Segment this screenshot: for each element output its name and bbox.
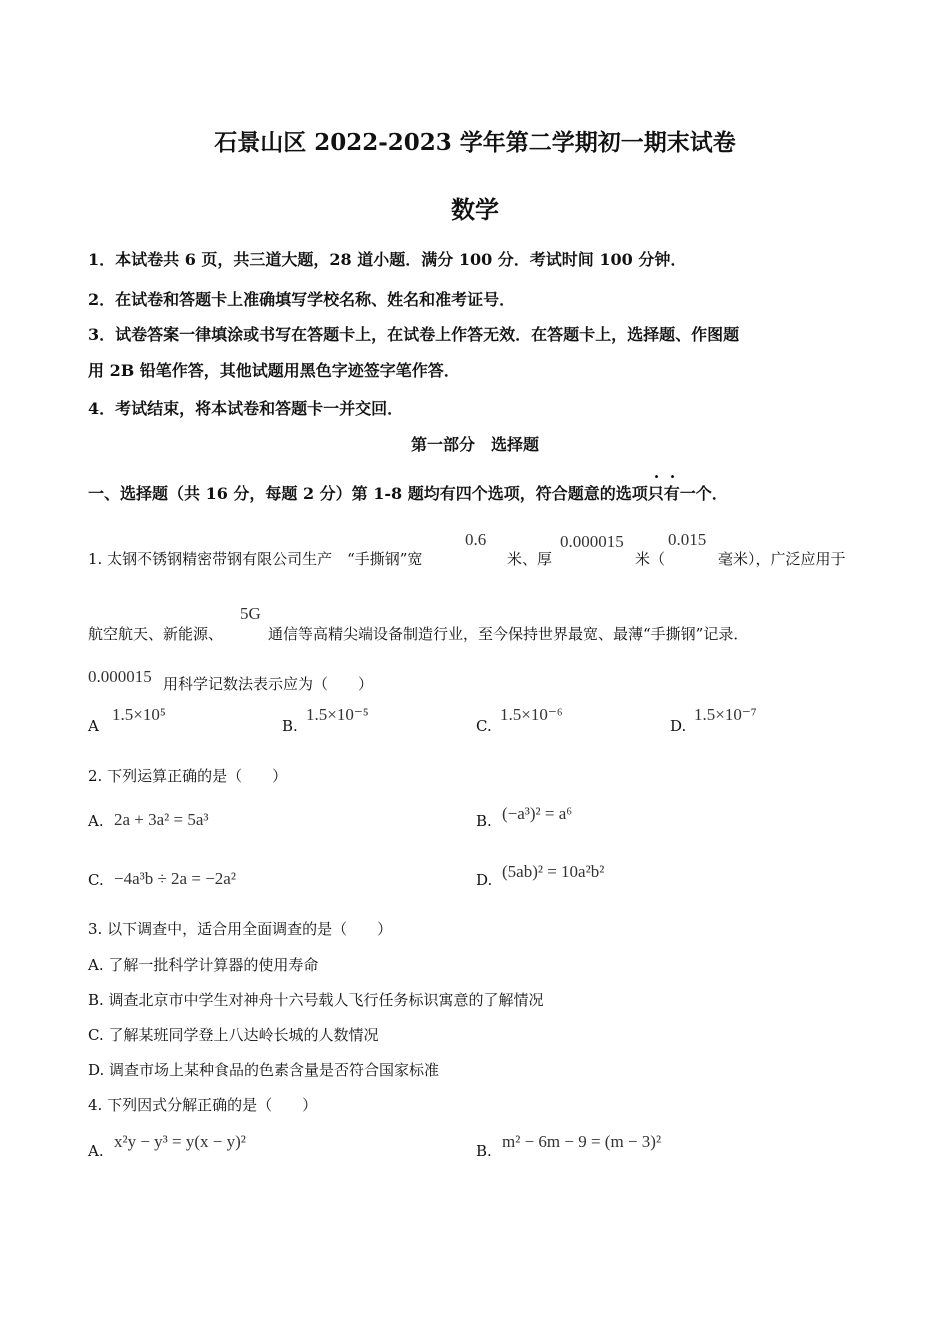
q1-line1-d: 毫米），广泛应用于 xyxy=(718,550,846,568)
q1-option-c-label: C. xyxy=(476,717,492,735)
q1-line2-b: 通信等高精尖端设备制造行业，至今保持世界最宽、最薄“手撕钢”记录． xyxy=(268,625,749,643)
q4-option-b: m² − 6m − 9 = (m − 3)² xyxy=(502,1132,662,1151)
q1-number: 0.000015 xyxy=(88,667,152,686)
q4-option-a-label: A. xyxy=(88,1142,104,1160)
q4-option-a: x²y − y³ = y(x − y)² xyxy=(114,1132,246,1151)
section-title: 第一部分 选择题 xyxy=(410,435,539,454)
q2-stem: 2. 下列运算正确的是（ ） xyxy=(88,767,288,785)
q2-option-c-label: C. xyxy=(88,871,104,889)
instruction-1: 1．本试卷共 6 页，共三道大题，28 道小题．满分 100 分．考试时间 100 分钟． xyxy=(88,250,687,269)
q1-width-value: 0.6 xyxy=(465,530,487,549)
q3-option-b: B. 调查北京市中学生对神舟十六号载人飞行任务标识寓意的了解情况 xyxy=(88,991,544,1009)
q2-option-d-label: D. xyxy=(476,871,493,889)
q1-option-b: 1.5×10⁻⁵ xyxy=(306,705,369,724)
q2-option-c: −4a³b ÷ 2a = −2a² xyxy=(114,869,236,888)
q2-option-a-label: A. xyxy=(88,812,104,830)
instruction-4: 4．考试结束，将本试卷和答题卡一并交回． xyxy=(88,399,404,418)
q2-option-d: (5ab)² = 10a²b² xyxy=(502,862,605,881)
q1-option-c: 1.5×10⁻⁶ xyxy=(500,705,563,724)
q1-line2-a: 航空航天、新能源、 xyxy=(88,625,224,643)
q2-option-a: 2a + 3a² = 5a³ xyxy=(114,810,209,829)
q3-option-c: C. 了解某班同学登上八达岭长城的人数情况 xyxy=(88,1026,379,1044)
q4-stem: 4. 下列因式分解正确的是（ ） xyxy=(88,1096,318,1114)
q1-option-a-label: A xyxy=(88,717,99,735)
q2-option-b: (−a³)² = a⁶ xyxy=(502,804,573,823)
q4-option-b-label: B. xyxy=(476,1142,492,1160)
q1-option-a: 1.5×10⁵ xyxy=(112,705,166,724)
q1-option-d: 1.5×10⁻⁷ xyxy=(694,705,757,724)
q1-mm-value: 0.015 xyxy=(668,530,707,549)
q1-thickness-value: 0.000015 xyxy=(560,532,624,551)
q2-option-b-label: B. xyxy=(476,812,492,830)
q1-option-b-label: B. xyxy=(282,717,298,735)
q3-option-a: A. 了解一批科学计算器的使用寿命 xyxy=(88,956,319,974)
q1-line1-b: 米、厚 xyxy=(507,550,553,568)
q1-5g-label: 5G xyxy=(240,604,261,623)
exam-title: 石景山区 2022-2023 学年第二学期初一期末试卷 xyxy=(214,129,736,156)
instruction-3: 3．试卷答案一律填涂或书写在答题卡上，在试卷上作答无效．在答题卡上，选择题、作图题 xyxy=(88,325,740,344)
q1-question: 用科学记数法表示应为（ ） xyxy=(163,675,374,693)
q1-line1-a: 1. 太钢不锈钢精密带钢有限公司生产 “手撕钢”宽 xyxy=(88,550,423,568)
q1-line1-c: 米（ xyxy=(635,550,666,568)
q3-stem: 3. 以下调查中，适合用全面调查的是（ ） xyxy=(88,920,393,938)
part-heading-text: 一、选择题（共 16 分，每题 2 分）第 1-8 题均有四个选项，符合题意的选项 xyxy=(88,484,648,503)
part-heading xyxy=(88,481,728,504)
subject-title: 数学 xyxy=(451,195,499,224)
part-heading-end: 一个． xyxy=(679,484,728,503)
emphasis-char-1: 只 xyxy=(647,484,664,503)
emphasis-char-2: 有 xyxy=(663,484,680,503)
instruction-3-cont: 用 2B 铅笔作答，其他试题用黑色字迹签字笔作答． xyxy=(88,361,460,380)
q1-option-d-label: D. xyxy=(670,717,687,735)
instruction-2: 2．在试卷和答题卡上准确填写学校名称、姓名和准考证号． xyxy=(88,290,516,309)
q3-option-d: D. 调查市场上某种食品的色素含量是否符合国家标准 xyxy=(88,1061,440,1079)
